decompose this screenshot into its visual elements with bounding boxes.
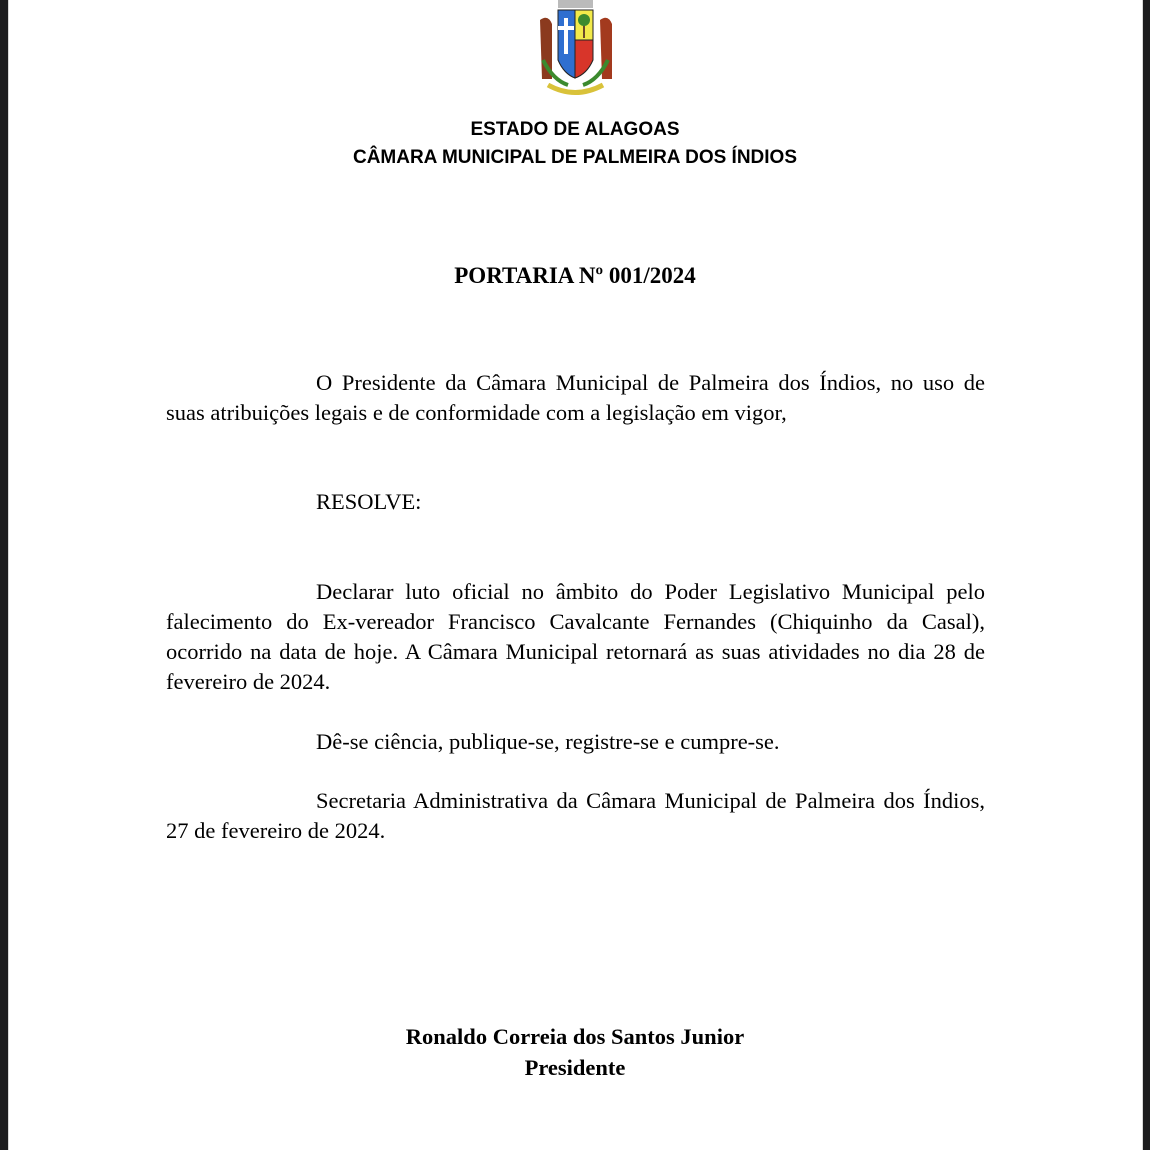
- document-page: [8, 0, 1143, 1150]
- header-chamber: CÂMARA MUNICIPAL DE PALMEIRA DOS ÍNDIOS: [352, 147, 798, 168]
- signatory-role: Presidente: [524, 1055, 626, 1080]
- coat-of-arms-logo: [518, 0, 633, 105]
- preamble-paragraph: O Presidente da Câmara Municipal de Palmeira dos Índios, no uso de suas atribuições legais e de conformidade com a legislação em vigor,: [166, 370, 985, 425]
- document-title: PORTARIA Nº 001/2024: [454, 263, 696, 288]
- header-state: ESTADO DE ALAGOAS: [470, 119, 680, 140]
- resolve-heading: RESOLVE:: [316, 489, 422, 514]
- publish-paragraph: Dê-se ciência, publique-se, registre-se e cumpre-se.: [316, 729, 780, 754]
- place-date-paragraph: Secretaria Administrativa da Câmara Municipal de Palmeira dos Índios, 27 de fevereiro de 2024.: [166, 788, 985, 843]
- body-paragraph: Declarar luto oficial no âmbito do Poder Legislativo Municipal pelo falecimento do Ex-vereador Francisco Cavalcante Fernandes (Chiquinho da Casal), ocorrido na data de hoje. A Câmara Municipal retornará as suas atividades no dia 28 de fevereiro de 2024.: [166, 579, 985, 694]
- signatory-name: Ronaldo Correia dos Santos Junior: [405, 1024, 745, 1049]
